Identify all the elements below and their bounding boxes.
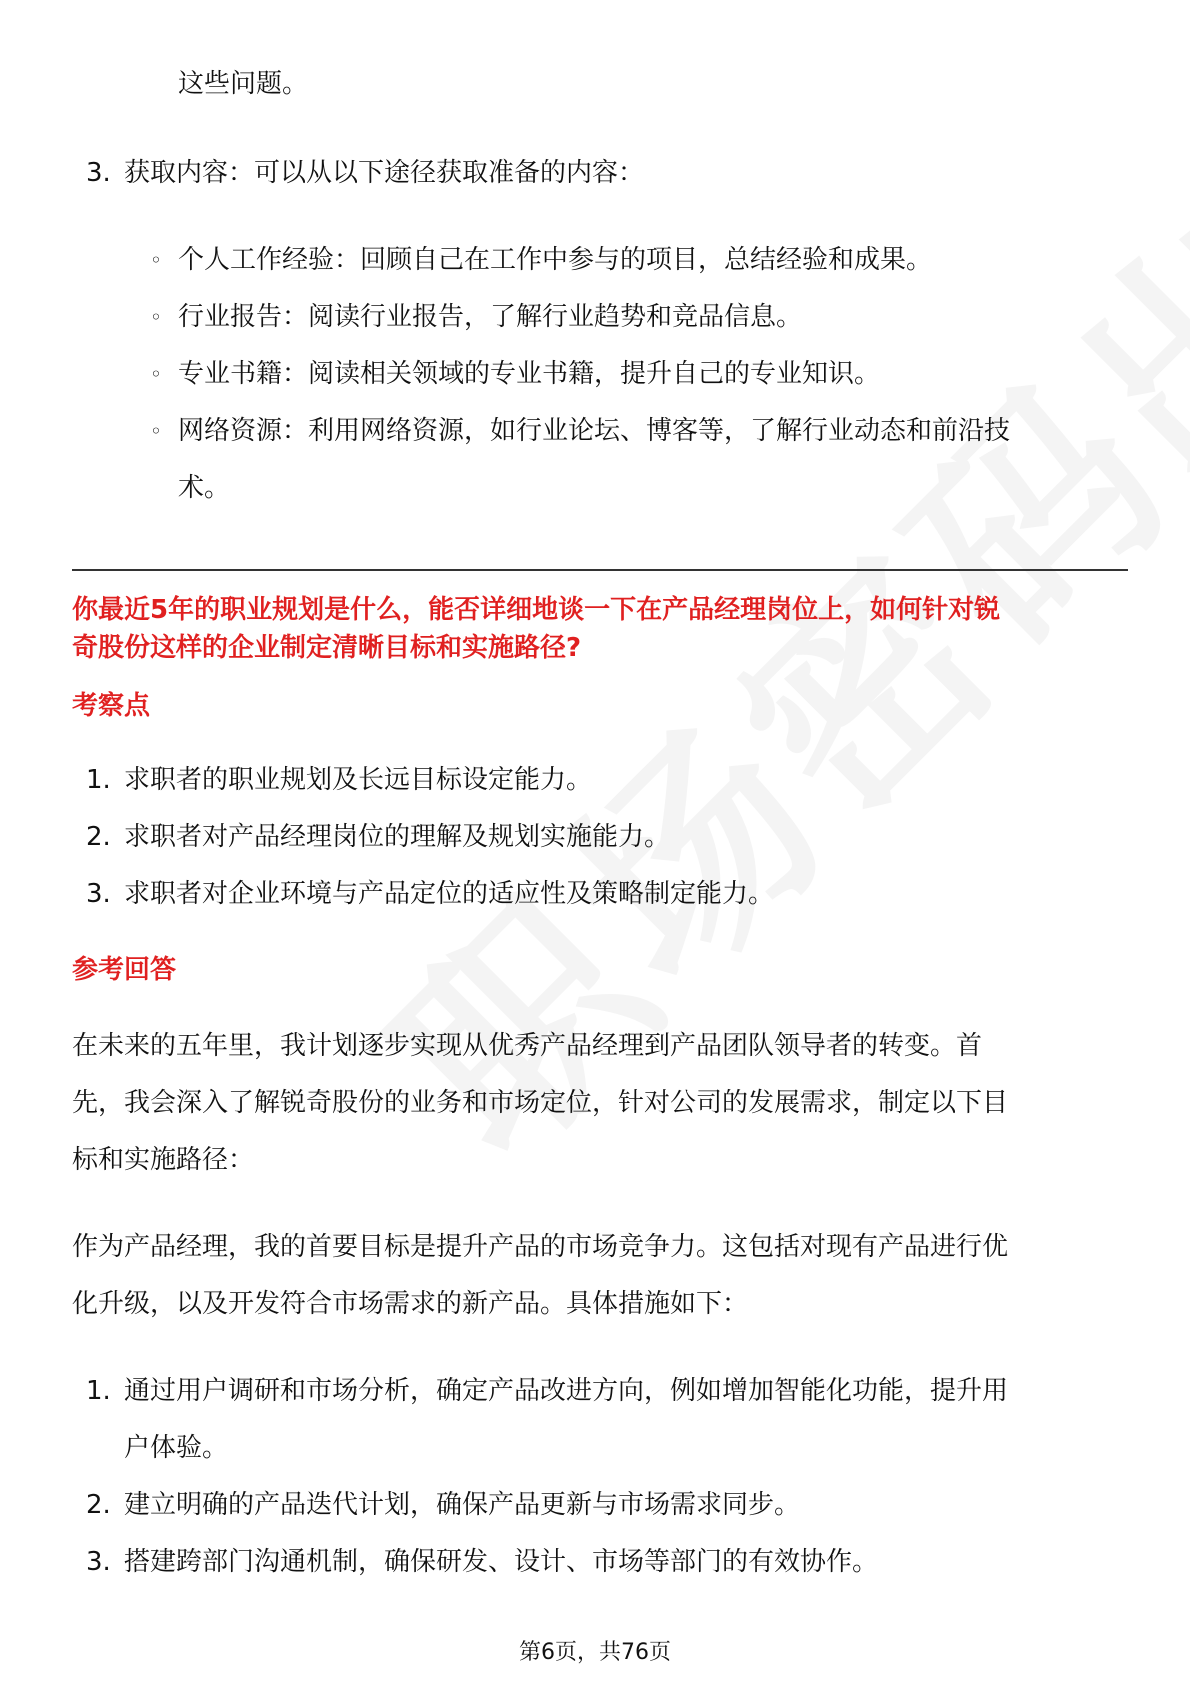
answer-paragraph-line: 化升级，以及开发符合市场需求的新产品。具体措施如下： xyxy=(72,1289,749,1319)
answer-paragraph-line: 在未来的五年里，我计划逐步实现从优秀产品经理到产品团队领导者的转变。首 xyxy=(72,1031,983,1061)
list-item-text: 获取内容：可以从以下途径获取准备的内容： xyxy=(124,158,645,188)
sub-list-item-continuation: 术。 xyxy=(178,473,231,503)
list-number: 1. xyxy=(86,765,111,795)
question-line-1: 你最近5年的职业规划是什么，能否详细地谈一下在产品经理岗位上，如何针对锐 xyxy=(72,595,1001,625)
list-number: 3. xyxy=(86,1547,111,1577)
bullet-icon: ◦ xyxy=(150,305,162,329)
list-item-text: 建立明确的产品迭代计划，确保产品更新与市场需求同步。 xyxy=(124,1490,801,1520)
list-item-text: 搭建跨部门沟通机制，确保研发、设计、市场等部门的有效协作。 xyxy=(124,1547,879,1577)
page-footer: 第6页，共76页 xyxy=(519,1640,671,1665)
list-item-text: 求职者对企业环境与产品定位的适应性及策略制定能力。 xyxy=(124,879,775,909)
sub-list-item: 网络资源：利用网络资源，如行业论坛、博客等，了解行业动态和前沿技 xyxy=(178,416,1011,446)
list-number: 2. xyxy=(86,1490,111,1520)
answer-paragraph-line: 作为产品经理，我的首要目标是提升产品的市场竞争力。这包括对现有产品进行优 xyxy=(72,1232,1009,1262)
list-number: 3. xyxy=(86,879,111,909)
sub-list-item: 行业报告：阅读行业报告，了解行业趋势和竞品信息。 xyxy=(178,302,803,332)
sub-list-item: 专业书籍：阅读相关领域的专业书籍，提升自己的专业知识。 xyxy=(178,359,881,389)
list-item-text: 求职者的职业规划及长远目标设定能力。 xyxy=(124,765,593,795)
list-item-text: 求职者对产品经理岗位的理解及规划实施能力。 xyxy=(124,822,671,852)
bullet-icon: ◦ xyxy=(150,362,162,386)
list-number: 2. xyxy=(86,822,111,852)
section-title-answer: 参考回答 xyxy=(72,955,177,985)
section-title-exam: 考察点 xyxy=(72,691,151,721)
question-line-2: 奇股份这样的企业制定清晰目标和实施路径? xyxy=(72,633,582,663)
sub-list-item: 个人工作经验：回顾自己在工作中参与的项目，总结经验和成果。 xyxy=(178,245,933,275)
bullet-icon: ◦ xyxy=(150,248,162,272)
list-item-continuation: 户体验。 xyxy=(124,1433,229,1463)
bullet-icon: ◦ xyxy=(150,419,162,443)
continuation-text: 这些问题。 xyxy=(178,69,309,99)
answer-paragraph-line: 先，我会深入了解锐奇股份的业务和市场定位，针对公司的发展需求，制定以下目 xyxy=(72,1088,1009,1118)
list-number: 1. xyxy=(86,1376,111,1406)
list-item-text: 通过用户调研和市场分析，确定产品改进方向，例如增加智能化功能，提升用 xyxy=(124,1376,1009,1406)
answer-paragraph-line: 标和实施路径： xyxy=(72,1145,255,1175)
list-number: 3. xyxy=(86,158,111,188)
section-divider xyxy=(72,569,1128,571)
